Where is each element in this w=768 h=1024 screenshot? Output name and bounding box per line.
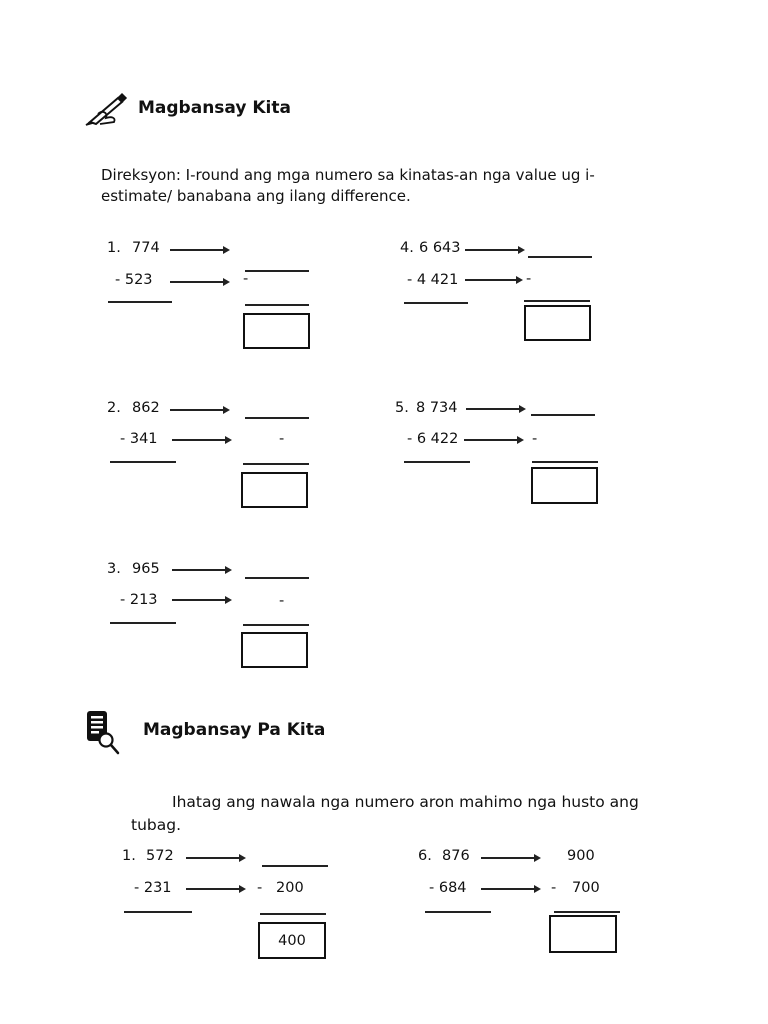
subtrahend: - 6 422: [407, 431, 459, 447]
minus-sign: -: [279, 431, 285, 447]
underline: [124, 911, 192, 913]
answer-blank-bottom[interactable]: [524, 300, 590, 302]
answer-blank-top[interactable]: [245, 577, 309, 579]
answer-blank-top[interactable]: [245, 270, 309, 272]
answer-box[interactable]: [241, 472, 308, 508]
problem-number: 1.: [122, 848, 136, 864]
underline: [404, 302, 468, 304]
arrow-icon: [465, 249, 523, 251]
section2-title: Magbansay Pa Kita: [143, 720, 326, 740]
arrow-icon: [186, 888, 244, 890]
minuend: 862: [132, 400, 160, 416]
minus-sign: -: [526, 271, 532, 287]
rounded-top: 900: [567, 848, 595, 864]
answer-box[interactable]: [243, 313, 310, 349]
arrow-icon: [172, 439, 230, 441]
arrow-icon: [481, 857, 539, 859]
arrow-icon: [172, 599, 230, 601]
section1-instructions-line2: estimate/ banabana ang ilang difference.: [101, 187, 411, 205]
underline: [425, 911, 491, 913]
minus-sign: -: [243, 271, 249, 287]
rounded-bottom: 700: [572, 880, 600, 896]
answer-box[interactable]: [531, 467, 598, 504]
answer-blank-bottom[interactable]: [243, 624, 309, 626]
answer-box[interactable]: 400: [258, 922, 326, 959]
underline: [110, 461, 176, 463]
arrow-icon: [170, 409, 228, 411]
underline: [110, 622, 176, 624]
answer-blank-bottom[interactable]: [243, 463, 309, 465]
arrow-icon: [481, 888, 539, 890]
section1-instructions-line1: Direksyon: I-round ang mga numero sa kinatas-an nga value ug i-: [101, 166, 595, 184]
writing-hand-icon: [84, 92, 128, 126]
problem-number: 1.: [107, 240, 121, 256]
arrow-icon: [466, 408, 524, 410]
minuend: 965: [132, 561, 160, 577]
answer-box[interactable]: [241, 632, 308, 668]
answer-blank-top[interactable]: [531, 414, 595, 416]
arrow-icon: [172, 569, 230, 571]
arrow-icon: [464, 439, 522, 441]
section1-title: Magbansay Kita: [138, 98, 291, 118]
minuend: 774: [132, 240, 160, 256]
problem-number: 4.: [400, 240, 414, 256]
underline: [404, 461, 470, 463]
answer-blank-top[interactable]: [245, 417, 309, 419]
arrow-icon: [170, 249, 228, 251]
answer-box[interactable]: [524, 305, 591, 341]
minus-sign: -: [551, 880, 557, 896]
minuend: 876: [442, 848, 470, 864]
minus-sign: -: [257, 880, 263, 896]
minus-sign: -: [532, 431, 538, 447]
answer-box[interactable]: [549, 915, 617, 953]
subtrahend: - 523: [115, 272, 153, 288]
minus-sign: -: [279, 593, 285, 609]
section2-instructions-line1: Ihatag ang nawala nga numero aron mahimo nga husto ang: [172, 793, 639, 811]
arrow-icon: [170, 281, 228, 283]
arrow-icon: [186, 857, 244, 859]
problem-number: 6.: [418, 848, 432, 864]
answer-blank-bottom[interactable]: [532, 461, 598, 463]
problem-number: 3.: [107, 561, 121, 577]
answer-blank-bottom[interactable]: [245, 304, 309, 306]
rounded-bottom: 200: [276, 880, 304, 896]
document-search-icon: [86, 710, 122, 756]
subtrahend: - 231: [134, 880, 172, 896]
problem-number: 5.: [395, 400, 409, 416]
subtrahend: - 213: [120, 592, 158, 608]
subtrahend: - 341: [120, 431, 158, 447]
underline: [108, 301, 172, 303]
answer-blank-bottom[interactable]: [554, 911, 620, 913]
minuend: 8 734: [416, 400, 458, 416]
subtrahend: - 4 421: [407, 272, 459, 288]
arrow-icon: [465, 279, 521, 281]
section2-instructions-line2: tubag.: [131, 816, 182, 834]
minuend: 6 643: [419, 240, 461, 256]
problem-number: 2.: [107, 400, 121, 416]
answer-blank-bottom[interactable]: [260, 913, 326, 915]
answer-blank-top[interactable]: [528, 256, 592, 258]
subtrahend: - 684: [429, 880, 467, 896]
answer-blank-top[interactable]: [262, 865, 328, 867]
minuend: 572: [146, 848, 174, 864]
